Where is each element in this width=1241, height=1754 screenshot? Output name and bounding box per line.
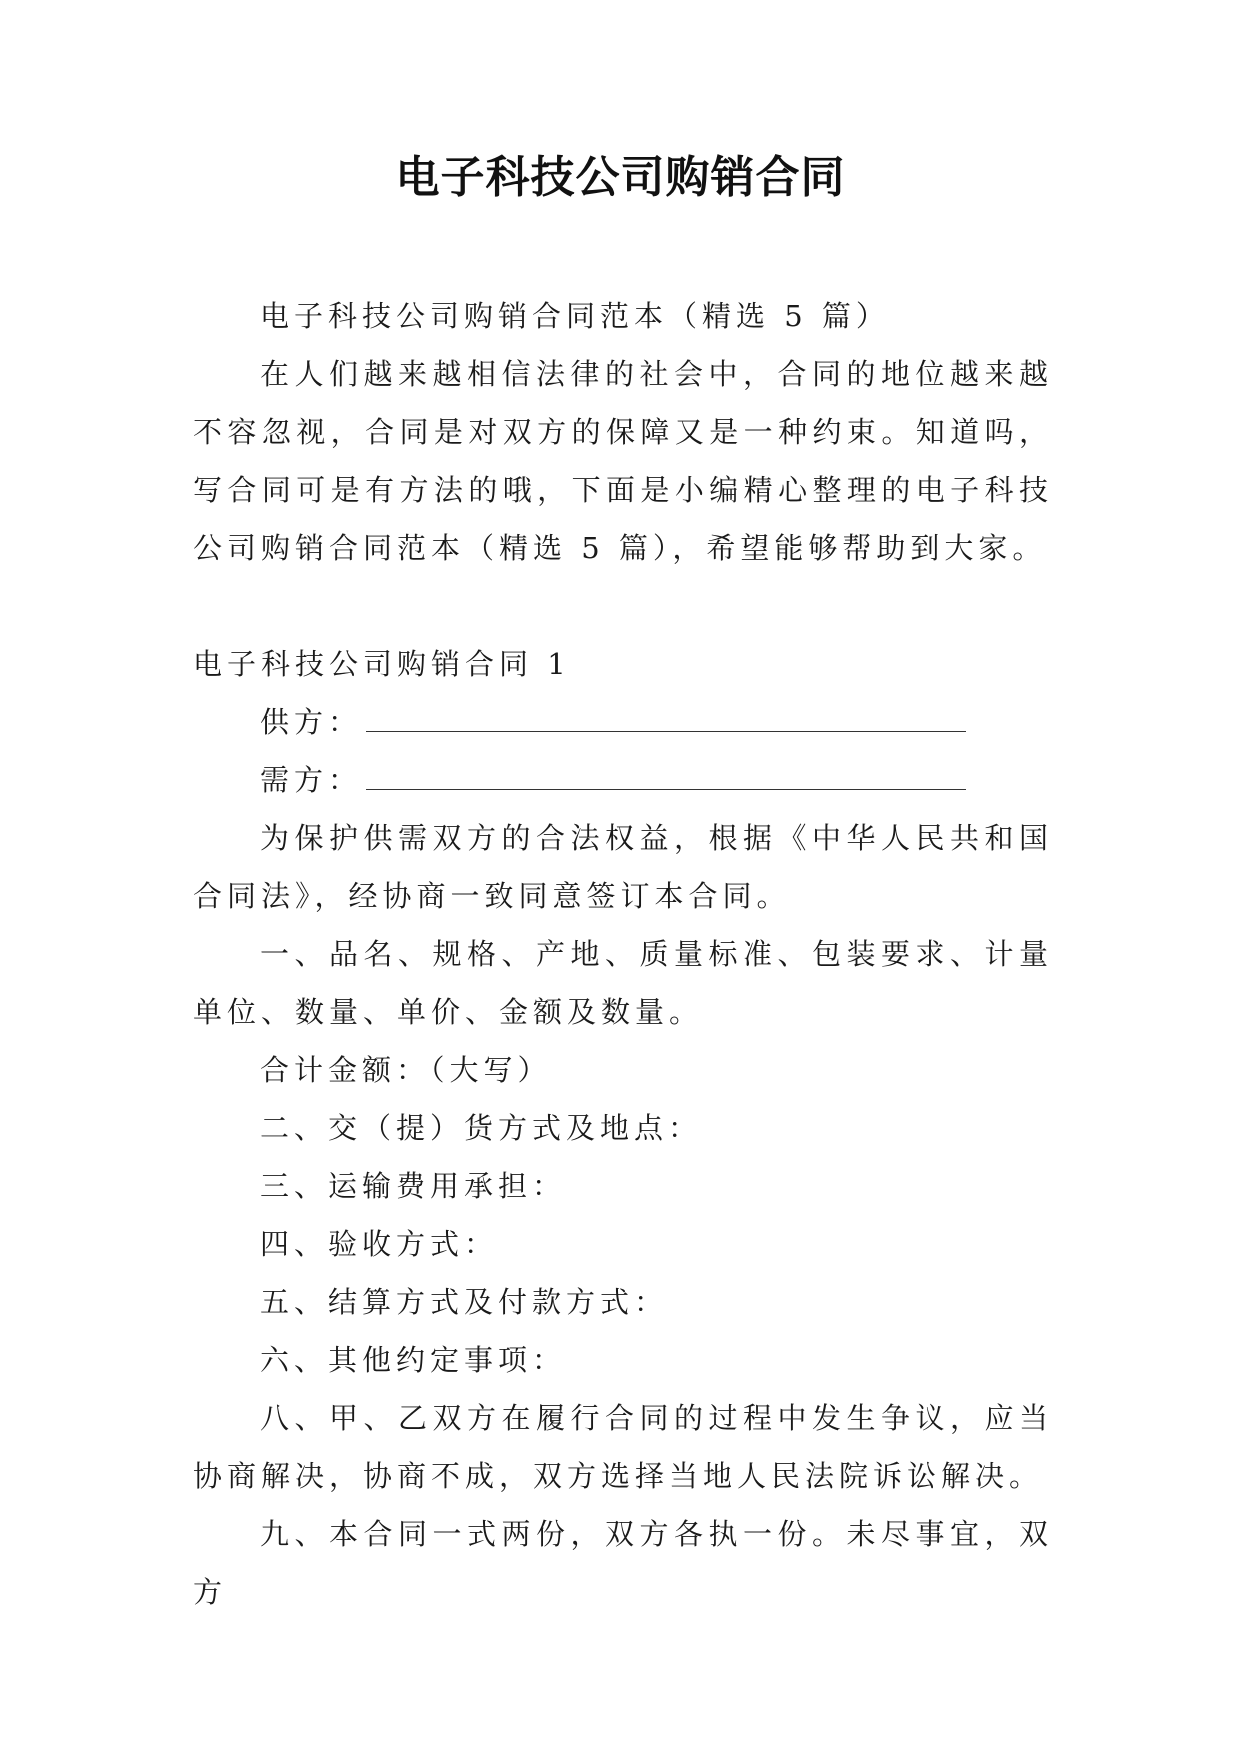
buyer-field [193, 751, 1053, 809]
contract-preamble: 为保护供需双方的合法权益，根据《中华人民共和国合同法》，经协商一致同意签订本合同。 [193, 821, 1053, 913]
intro-paragraph: 在人们越来越相信法律的社会中，合同的地位越来越不容忽视，合同是对双方的保障又是一种约束。知道吗，写合同可是有方法的哦，下面是小编精心整理的电子科技公司购销合同范本（精选 5 篇），希望能够帮助到大家。 [193, 357, 1053, 565]
intro-heading: 电子科技公司购销合同范本（精选 5 篇） [260, 299, 890, 333]
clause-item: 四、验收方式： [260, 1227, 499, 1261]
contract-heading: 电子科技公司购销合同 1 [193, 647, 571, 681]
supplier-field [193, 693, 1053, 751]
buyer-blank-line [366, 763, 966, 790]
supplier-label: 供方： [260, 705, 363, 739]
clause-item: 八、甲、乙双方在履行合同的过程中发生争议，应当协商解决，协商不成，双方选择当地人民法院诉讼解决。 [193, 1401, 1053, 1493]
buyer-label: 需方： [260, 763, 363, 797]
clause-item: 九、本合同一式两份，双方各执一份。未尽事宜，双方 [193, 1517, 1053, 1609]
clause-item: 一、品名、规格、产地、质量标准、包装要求、计量单位、数量、单价、金额及数量。 [193, 937, 1053, 1029]
clause-item: 合计金额：（大写） [260, 1053, 552, 1087]
document-body [193, 287, 1053, 1621]
section-spacer [193, 577, 1053, 635]
supplier-blank-line [366, 705, 966, 732]
clause-item: 二、交（提）货方式及地点： [260, 1111, 703, 1145]
clause-item: 六、其他约定事项： [260, 1343, 567, 1377]
clause-item: 三、运输费用承担： [260, 1169, 567, 1203]
document-title: 电子科技公司购销合同 [395, 152, 846, 203]
clause-item: 五、结算方式及付款方式： [260, 1285, 669, 1319]
